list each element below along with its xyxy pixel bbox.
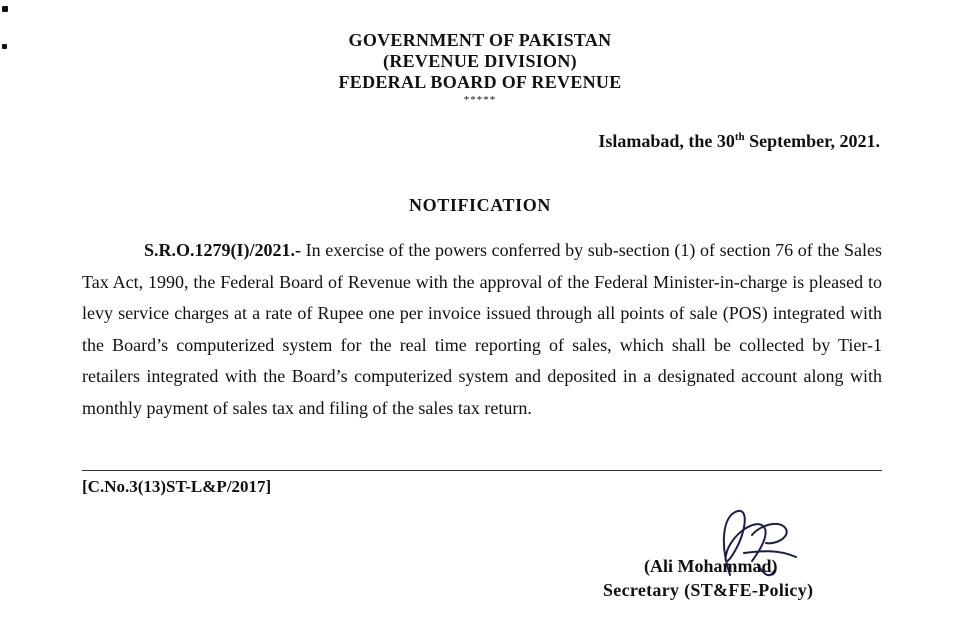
header-division: (REVENUE DIVISION)	[383, 51, 577, 71]
notification-title: NOTIFICATION	[409, 195, 551, 215]
header-stars: *****	[463, 94, 497, 106]
header-government: GOVERNMENT OF PAKISTAN	[348, 30, 612, 50]
header-board: FEDERAL BOARD OF REVENUE	[338, 72, 622, 92]
divider-line	[82, 470, 882, 471]
sro-number: S.R.O.1279(I)/2021.-	[144, 240, 301, 260]
body-text: In exercise of the powers conferred by sub-section (1) of section 76 of the Sales Tax Act, 1990, the Federal Board of Revenue with the approval of the Federal Minister-in-charge is pleased to levy service charges at a rate of Rupee one per invoice issued through all points of sale (POS) integrated with the Board’s computerized system for the real time reporting of sales, which shall be collected by Tier-1 retailers integrated with the Board’s computerized system and deposited in a designated account along with monthly payment of sales tax and filing of the sales tax return.	[82, 240, 882, 418]
dateline-sup: th	[734, 131, 745, 143]
dateline-prefix: Islamabad, the 30	[598, 131, 735, 151]
file-number: [C.No.3(13)ST-L&P/2017]	[82, 477, 272, 496]
signatory-title: Secretary (ST&FE-Policy)	[603, 580, 814, 600]
scan-mark	[2, 6, 8, 12]
dateline-suffix: September, 2021.	[744, 131, 880, 151]
signatory-name: (Ali Mohammad)	[644, 556, 778, 576]
dateline	[598, 131, 880, 152]
notification-body	[82, 235, 882, 424]
